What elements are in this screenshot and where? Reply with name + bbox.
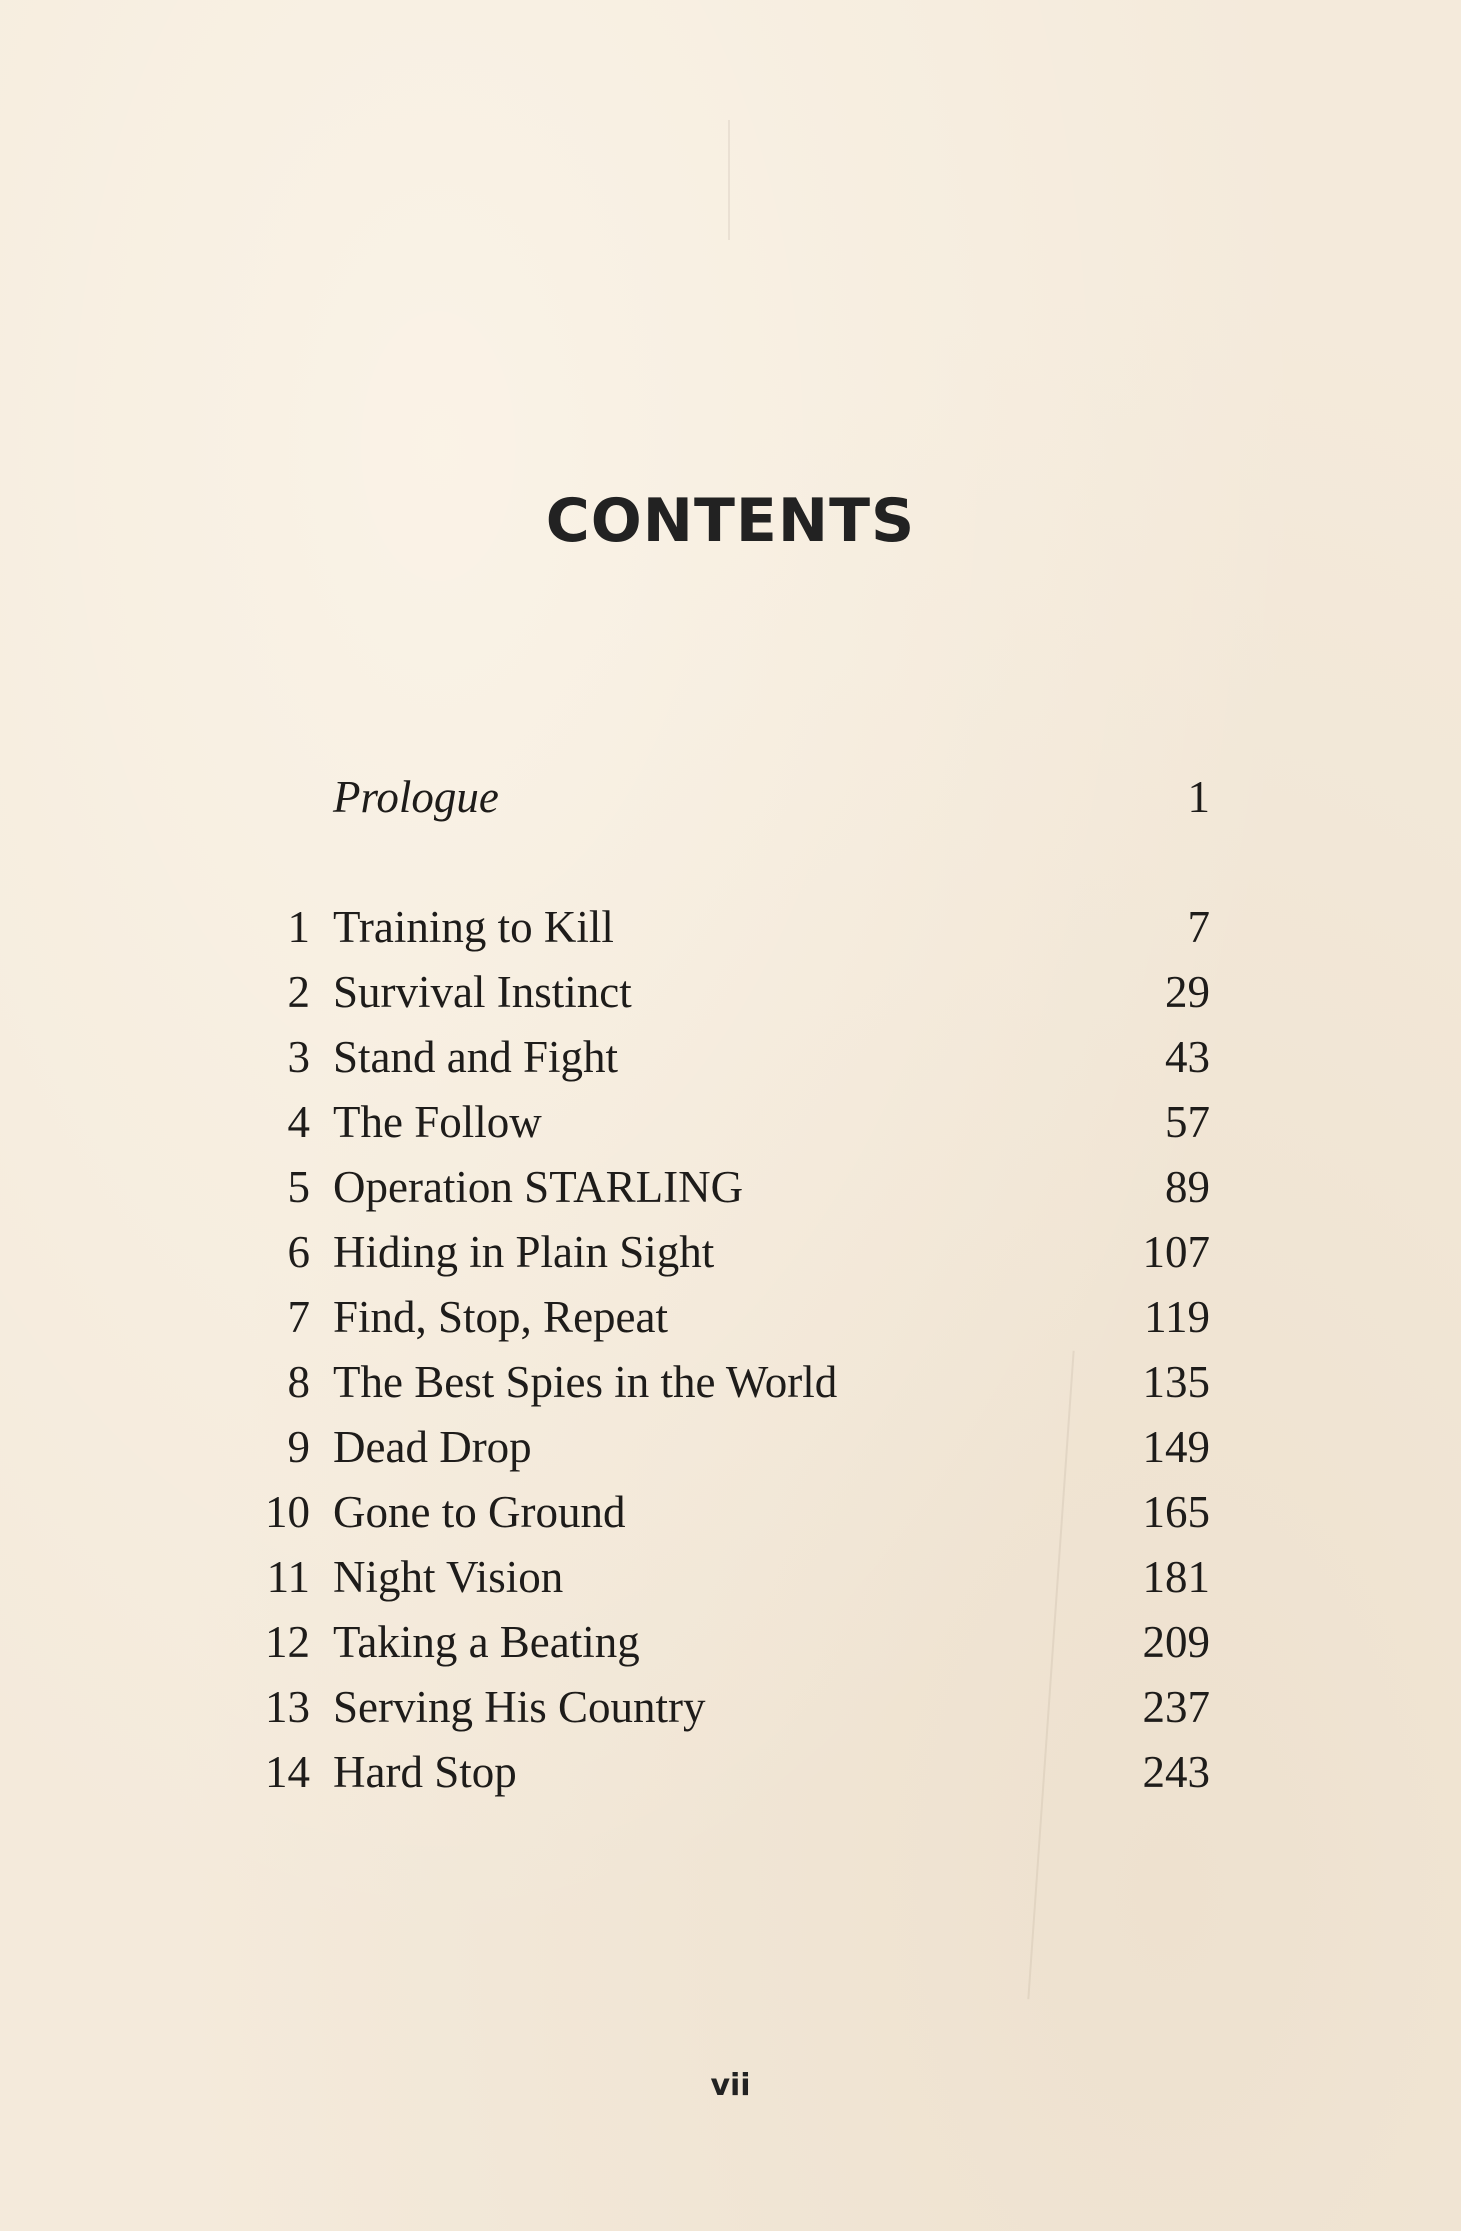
toc-entry-chapter[interactable] [250, 1417, 1210, 1477]
entry-page-number: 209 [1142, 1617, 1210, 1667]
entry-page-number: 43 [1165, 1032, 1210, 1082]
entry-title: Serving His Country [333, 1682, 706, 1732]
chapter-number: 3 [287, 1032, 310, 1082]
chapter-number: 1 [287, 902, 310, 952]
chapter-number: 9 [287, 1422, 310, 1472]
toc-entry-chapter[interactable] [250, 1547, 1210, 1607]
entry-page-number: 7 [1187, 902, 1210, 952]
toc-entry-chapter[interactable] [250, 897, 1210, 957]
entry-page-number: 165 [1142, 1487, 1210, 1537]
entry-title: Taking a Beating [333, 1617, 640, 1667]
entry-page-number: 135 [1142, 1357, 1210, 1407]
chapter-number: 14 [265, 1747, 310, 1797]
chapter-number: 7 [287, 1292, 310, 1342]
toc-entry-chapter[interactable] [250, 1027, 1210, 1087]
entry-title: Operation STARLING [333, 1162, 744, 1212]
entry-page-number: 119 [1144, 1292, 1210, 1342]
chapter-number: 10 [265, 1487, 310, 1537]
toc-entry-chapter[interactable] [250, 1352, 1210, 1412]
entry-page-number: 149 [1142, 1422, 1210, 1472]
entry-page-number: 89 [1165, 1162, 1210, 1212]
toc-entry-chapter[interactable] [250, 1287, 1210, 1347]
page-number-footer: vii [710, 2068, 751, 2103]
chapter-number: 12 [265, 1617, 310, 1667]
toc-entry-chapter[interactable] [250, 1222, 1210, 1282]
chapter-number: 13 [265, 1682, 310, 1732]
entry-title: The Best Spies in the World [333, 1357, 838, 1407]
chapter-number: 8 [287, 1357, 310, 1407]
table-of-contents [250, 0, 1210, 2231]
entry-page-number: 107 [1142, 1227, 1210, 1277]
entry-title: Dead Drop [333, 1422, 532, 1472]
toc-entry-prologue[interactable] [250, 767, 1210, 827]
entry-page-number: 29 [1165, 967, 1210, 1017]
chapter-number: 6 [287, 1227, 310, 1277]
entry-title: Training to Kill [333, 902, 614, 952]
toc-entry-chapter[interactable] [250, 1742, 1210, 1802]
entry-title: Survival Instinct [333, 967, 632, 1017]
entry-title: Gone to Ground [333, 1487, 626, 1537]
entry-title: Hiding in Plain Sight [333, 1227, 715, 1277]
entry-page-number: 57 [1165, 1097, 1210, 1147]
entry-page-number: 237 [1142, 1682, 1210, 1732]
toc-entry-chapter[interactable] [250, 1677, 1210, 1737]
toc-entry-chapter[interactable] [250, 1612, 1210, 1672]
entry-page-number: 181 [1142, 1552, 1210, 1602]
chapter-number: 4 [287, 1097, 310, 1147]
entry-title: Hard Stop [333, 1747, 517, 1797]
entry-title: Find, Stop, Repeat [333, 1292, 668, 1342]
entry-title: The Follow [333, 1097, 542, 1147]
entry-title: Stand and Fight [333, 1032, 619, 1082]
toc-entry-chapter[interactable] [250, 962, 1210, 1022]
entry-page-number: 243 [1142, 1747, 1210, 1797]
toc-entry-chapter[interactable] [250, 1157, 1210, 1217]
entry-page-number: 1 [1187, 772, 1210, 822]
contents-heading: CONTENTS [545, 486, 916, 556]
chapter-number: 2 [287, 967, 310, 1017]
toc-entry-chapter[interactable] [250, 1092, 1210, 1152]
chapter-number: 11 [266, 1552, 310, 1602]
entry-title: Prologue [333, 772, 499, 822]
entry-title: Night Vision [333, 1552, 564, 1602]
chapter-number: 5 [287, 1162, 310, 1212]
toc-entry-chapter[interactable] [250, 1482, 1210, 1542]
